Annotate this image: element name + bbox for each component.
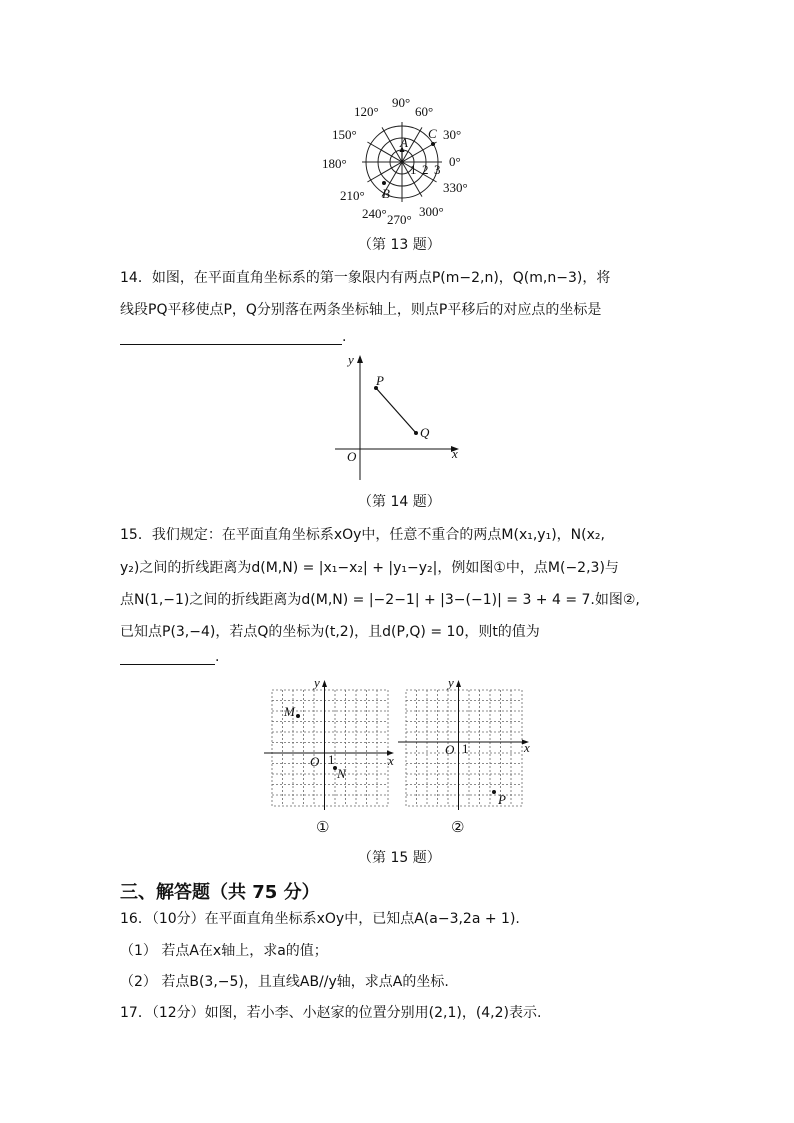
origin-label: O <box>347 449 357 464</box>
coordinate-figure-q14 <box>330 350 470 485</box>
unit-label: 1 <box>462 741 469 756</box>
origin-label: O <box>445 742 455 757</box>
origin-label: O <box>310 754 320 769</box>
ring-label-3: 3 <box>434 162 441 177</box>
y-axis-label: y <box>314 676 320 690</box>
point-c-label: C <box>428 126 437 141</box>
angle-label-210: 210° <box>340 188 365 203</box>
caption-q15: （第 15 题） <box>358 850 441 866</box>
point-m-dot <box>296 714 300 718</box>
point-a-label: A <box>400 135 408 150</box>
figure-label-1: ① <box>316 818 330 836</box>
q16-text: 16．（10分）在平面直角坐标系xOy中，已知点A(a−3,2a + 1). <box>120 911 520 927</box>
angle-label-180: 180° <box>322 156 347 171</box>
angle-label-90: 90° <box>392 95 411 110</box>
point-b-label: B <box>382 186 390 201</box>
angle-label-240: 240° <box>362 206 387 221</box>
q14-answer-line <box>120 328 346 345</box>
angle-label-30: 30° <box>443 127 462 142</box>
point-c-dot <box>431 142 435 146</box>
q15-text-line3: 点N(1,−1)之间的折线距离为d(M,N) = |−2−1| + |3−(−1)| = 3 + 4 = 7.如图②, <box>120 592 640 608</box>
q16-sub1: （1） 若点A在x轴上，求a的值； <box>120 943 328 959</box>
angle-label-0: 0° <box>449 154 461 169</box>
segment-pq <box>376 388 416 433</box>
section-heading: 三、解答题（共 75 分） <box>120 882 320 903</box>
caption-q13: （第 13 题） <box>358 237 441 253</box>
point-b-dot <box>382 181 386 185</box>
y-axis-arrow-icon <box>357 355 363 363</box>
angle-label-60: 60° <box>415 104 434 119</box>
y-axis-label: y <box>348 352 354 367</box>
q15-text-line2: y₂)之间的折线距离为d(M,N) = |x₁−x₂| + |y₁−y₂|，例如图①中，点M(−2,3)与 <box>120 560 619 576</box>
angle-label-300: 300° <box>419 204 444 219</box>
y-axis-arrow-icon <box>456 680 461 687</box>
angle-label-150: 150° <box>332 127 357 142</box>
q15-text-line4: 已知点P(3,−4)，若点Q的坐标为(t,2)，且d(P,Q) = 10，则t的值为 <box>120 624 540 640</box>
ring-label-2: 2 <box>422 162 429 177</box>
angle-label-270: 270° <box>387 212 412 227</box>
unit-label: 1 <box>328 752 335 767</box>
point-m-label: M <box>284 704 295 719</box>
grid-figure-2-q15 <box>398 676 536 816</box>
y-axis-arrow-icon <box>322 680 327 687</box>
polar-figure-q13 <box>310 92 490 232</box>
angle-label-120: 120° <box>354 104 379 119</box>
q15-answer-line <box>120 648 219 665</box>
q17-text: 17．（12分）如图，若小李、小赵家的位置分别用(2,1)，(4,2)表示. <box>120 1005 542 1021</box>
point-p-dot <box>492 790 496 794</box>
figure-label-2: ② <box>451 818 465 836</box>
q14-period: . <box>342 329 347 345</box>
y-axis-label: y <box>448 676 454 690</box>
point-q-label: Q <box>420 425 430 440</box>
x-axis-label: x <box>524 740 530 755</box>
ring-label-1: 1 <box>410 162 417 177</box>
caption-q14: （第 14 题） <box>358 494 441 510</box>
q14-text-line1: 14．如图，在平面直角坐标系的第一象限内有两点P(m−2,n)，Q(m,n−3)，将 <box>120 270 611 286</box>
q15-text-line1: 15．我们规定：在平面直角坐标系xOy中，任意不重合的两点M(x₁,y₁)，N(x₂, <box>120 527 605 543</box>
point-q-dot <box>414 431 418 435</box>
x-axis-label: x <box>388 753 394 768</box>
answer-blank-q14[interactable] <box>120 328 342 345</box>
answer-blank-q15[interactable] <box>120 648 215 665</box>
angle-label-330: 330° <box>443 180 468 195</box>
q16-sub2: （2） 若点B(3,−5)，且直线AB//y轴，求点A的坐标. <box>120 974 449 990</box>
grid-figure-1-q15 <box>262 676 397 816</box>
x-axis-label: x <box>452 446 458 461</box>
q14-text-line2: 线段PQ平移使点P，Q分别落在两条坐标轴上，则点P平移后的对应点的坐标是 <box>120 302 602 318</box>
point-p-label: P <box>376 373 384 388</box>
point-n-label: N <box>337 766 346 781</box>
point-p-label: P <box>498 792 506 807</box>
q15-period: . <box>215 649 220 665</box>
